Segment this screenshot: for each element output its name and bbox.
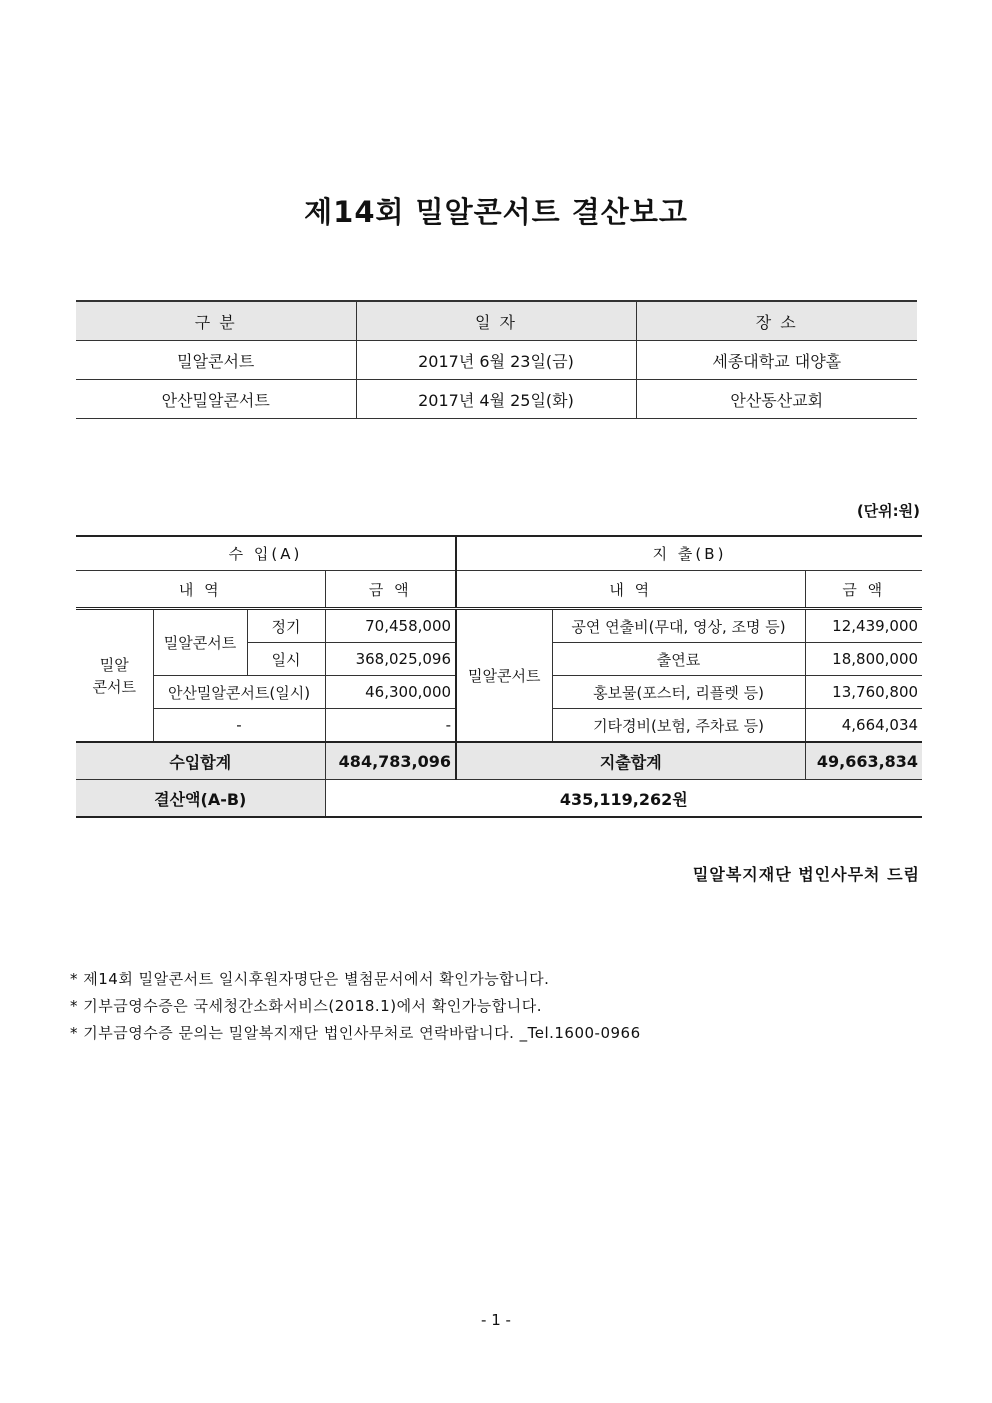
event-table-header [76,301,917,341]
expense-item-label: 공연 연출비(무대, 영상, 조명 등) [552,609,805,643]
event-date: 2017년 4월 25일(화) [356,380,636,419]
expense-item-label: 출연료 [552,643,805,676]
ansan-label: 안산밀알콘서트(일시) [153,676,325,709]
income-header: 수 입(A) [76,536,456,571]
header-category: 구 분 [76,301,356,341]
regular-label: 정기 [247,609,325,643]
event-name: 밀알콘서트 [76,341,356,380]
unit-label: (단위:원) [856,502,920,520]
temp-amount: 368,025,096 [325,643,456,676]
note-item: * 제14회 밀알콘서트 일시후원자명단은 별첨문서에서 확인가능합니다. [70,970,550,988]
event-venue: 세종대학교 대양홀 [636,341,917,380]
ansan-amount: 46,300,000 [325,676,456,709]
expense-item-amount: 4,664,034 [805,709,922,743]
blank-label: - [153,709,325,743]
table-row [76,609,922,643]
header-venue: 장 소 [636,301,917,341]
temp-label: 일시 [247,643,325,676]
expense-amount-header: 금 액 [805,571,922,609]
expense-item-amount: 18,800,000 [805,643,922,676]
note-item: * 기부금영수증 문의는 밀알복지재단 법인사무처로 연락바랍니다. _Tel.1600-0966 [70,1024,641,1042]
expense-item-header: 내 역 [456,571,805,609]
event-date: 2017년 6월 23일(금) [356,341,636,380]
expense-item-amount: 13,760,800 [805,676,922,709]
regular-amount: 70,458,000 [325,609,456,643]
expense-header: 지 출(B) [456,536,922,571]
page-number: - 1 - [481,1311,511,1329]
note-item: * 기부금영수증은 국세청간소화서비스(2018.1)에서 확인가능합니다. [70,997,543,1015]
event-name: 안산밀알콘서트 [76,380,356,419]
notes [70,966,641,1047]
expense-group-label: 밀알콘서트 [456,609,552,743]
balance-row [76,780,922,818]
signature: 밀알복지재단 법인사무처 드림 [692,865,920,884]
table-row [76,380,917,419]
balance-amount: 435,119,262원 [325,780,922,818]
income-total-label: 수입합계 [76,742,325,780]
income-total: 484,783,096 [325,742,456,780]
header-date: 일 자 [356,301,636,341]
expense-item-amount: 12,439,000 [805,609,922,643]
income-group-label: 밀알 콘서트 [76,609,153,743]
finance-table [76,535,922,818]
finance-section-header [76,536,922,571]
expense-item-label: 기타경비(보험, 주차료 등) [552,709,805,743]
totals-row [76,742,922,780]
page-title: 제14회 밀알콘서트 결산보고 [304,195,688,229]
event-table [76,300,917,419]
concert-label: 밀알콘서트 [153,609,247,676]
blank-amount: - [325,709,456,743]
expense-total: 49,663,834 [805,742,922,780]
expense-item-label: 홍보물(포스터, 리플렛 등) [552,676,805,709]
table-row [76,341,917,380]
event-venue: 안산동산교회 [636,380,917,419]
income-item-header: 내 역 [76,571,325,609]
finance-column-header [76,571,922,609]
expense-total-label: 지출합계 [456,742,805,780]
income-amount-header: 금 액 [325,571,456,609]
balance-label: 결산액(A-B) [76,780,325,818]
